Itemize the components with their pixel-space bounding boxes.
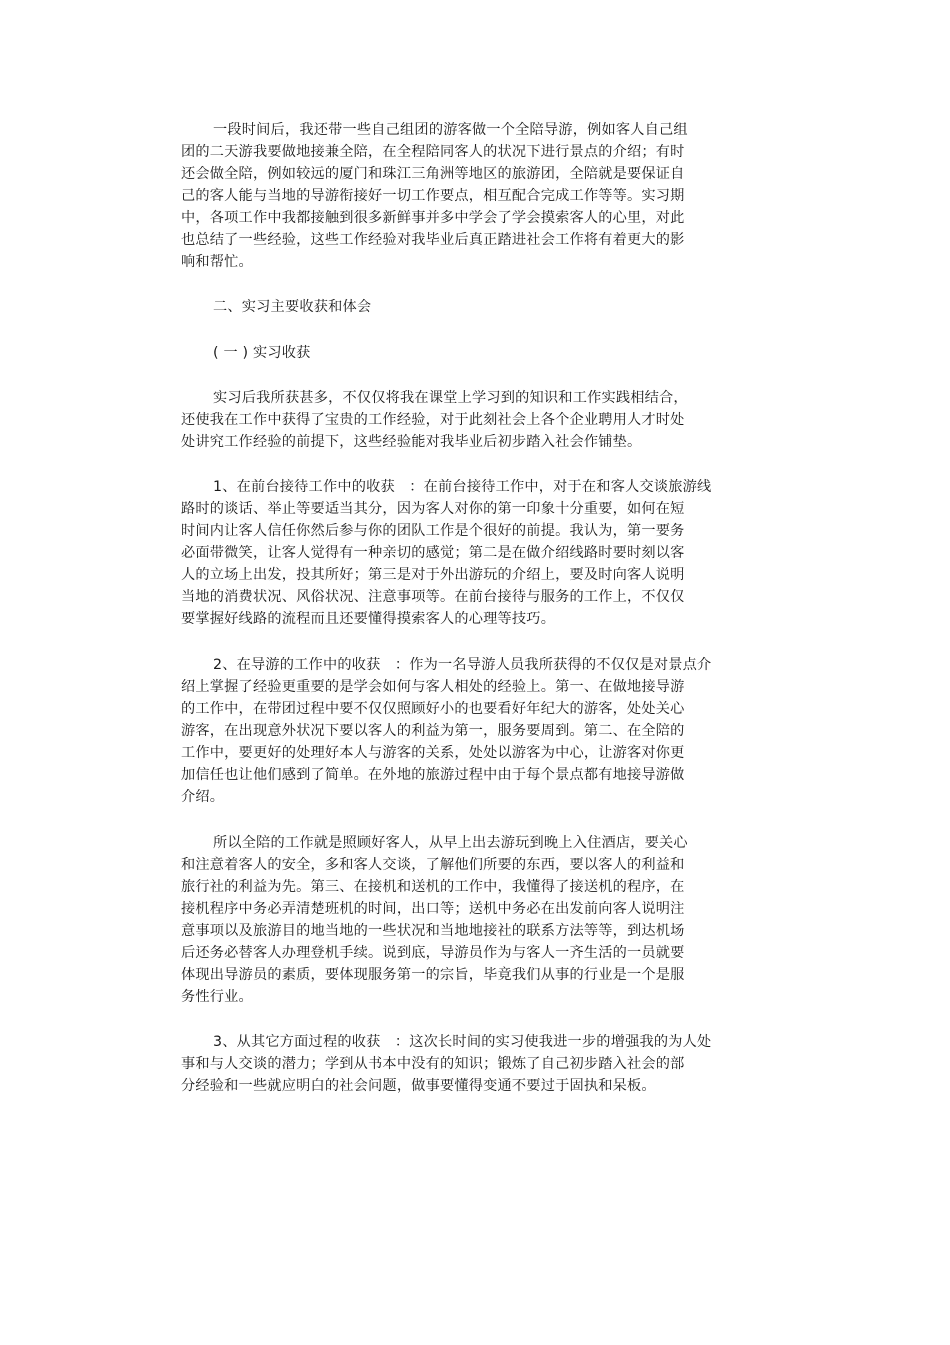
text-line: 中，各项工作中我都接触到很多新鲜事并多中学会了学会摸索客人的心里，对此 <box>181 210 685 226</box>
text-line: 和注意着客人的安全，多和客人交谈，了解他们所要的东西，要以客人的利益和 <box>181 857 685 873</box>
text-line: 2、在导游的工作中的收获 ：作为一名导游人员我所获得的不仅仅是对景点介 <box>213 657 712 673</box>
text-line: 还会做全陪，例如较远的厦门和珠江三角洲等地区的旅游团，全陪就是要保证自 <box>181 166 685 182</box>
text-line: 3、从其它方面过程的收获 ：这次长时间的实习使我进一步的增强我的为人处 <box>213 1034 712 1050</box>
text-line: 必面带微笑，让客人觉得有一种亲切的感觉；第二是在做介绍线路时要时刻以客 <box>181 545 685 561</box>
text-line: 己的客人能与当地的导游衔接好一切工作要点，相互配合完成工作等等。实习期 <box>181 188 685 204</box>
text-line: 绍上掌握了经验更重要的是学会如何与客人相处的经验上。第一、在做地接导游 <box>181 679 685 695</box>
text-line: 体现出导游员的素质，要体现服务第一的宗旨，毕竟我们从事的行业是一个是服 <box>181 967 685 983</box>
text-line: 旅行社的利益为先。第三、在接机和送机的工作中，我懂得了接送机的程序，在 <box>181 879 685 895</box>
subsection-heading: ( 一 ) 实习收获 <box>213 345 311 361</box>
text-line: 所以全陪的工作就是照顾好客人，从早上出去游玩到晚上入住酒店，要关心 <box>213 835 688 851</box>
text-line: 游客，在出现意外状况下要以客人的利益为第一，服务要周到。第二、在全陪的 <box>181 723 685 739</box>
section-heading: 二、实习主要收获和体会 <box>213 299 372 315</box>
text-line: 路时的谈话、举止等要适当其分，因为客人对你的第一印象十分重要，如何在短 <box>181 501 685 517</box>
text-line: 一段时间后，我还带一些自己组团的游客做一个全陪导游，例如客人自己组 <box>213 122 688 138</box>
text-line: 介绍。 <box>181 789 225 805</box>
text-line: 1、在前台接待工作中的收获 ：在前台接待工作中，对于在和客人交谈旅游线 <box>213 479 712 495</box>
text-line: 后还务必替客人办理登机手续。说到底，导游员作为与客人一齐生活的一员就要 <box>181 945 685 961</box>
text-line: 加信任也让他们感到了简单。在外地的旅游过程中由于每个景点都有地接导游做 <box>181 767 685 783</box>
text-line: 也总结了一些经验，这些工作经验对我毕业后真正踏进社会工作将有着更大的影 <box>181 232 685 248</box>
text-line: 人的立场上出发，投其所好；第三是对于外出游玩的介绍上，要及时向客人说明 <box>181 567 685 583</box>
text-line: 分经验和一些就应明白的社会问题，做事要懂得变通不要过于固执和呆板。 <box>181 1078 656 1094</box>
text-line: 意事项以及旅游目的地当地的一些状况和当地地接社的联系方法等等，到达机场 <box>181 923 685 939</box>
text-line: 要掌握好线路的流程而且还要懂得摸索客人的心理等技巧。 <box>181 611 556 627</box>
text-line: 事和与人交谈的潜力；学到从书本中没有的知识；锻炼了自己初步踏入社会的部 <box>181 1056 685 1072</box>
text-line: 的工作中，在带团过程中要不仅仅照顾好小的也要看好年纪大的游客，处处关心 <box>181 701 685 717</box>
text-line: 实习后我所获甚多，不仅仅将我在课堂上学习到的知识和工作实践相结合， <box>213 390 688 406</box>
text-line: 当地的消费状况、风俗状况、注意事项等。在前台接待与服务的工作上，不仅仅 <box>181 589 685 605</box>
text-line: 团的二天游我要做地接兼全陪，在全程陪同客人的状况下进行景点的介绍；有时 <box>181 144 685 160</box>
text-line: 工作中，要更好的处理好本人与游客的关系，处处以游客为中心，让游客对你更 <box>181 745 685 761</box>
text-line: 响和帮忙。 <box>181 254 253 270</box>
text-line: 务性行业。 <box>181 989 253 1005</box>
text-line: 接机程序中务必弄清楚班机的时间，出口等；送机中务必在出发前向客人说明注 <box>181 901 685 917</box>
text-line: 还使我在工作中获得了宝贵的工作经验，对于此刻社会上各个企业聘用人才时处 <box>181 412 685 428</box>
text-line: 处讲究工作经验的前提下，这些经验能对我毕业后初步踏入社会作铺垫。 <box>181 434 642 450</box>
text-line: 时间内让客人信任你然后参与你的团队工作是个很好的前提。我认为，第一要务 <box>181 523 685 539</box>
